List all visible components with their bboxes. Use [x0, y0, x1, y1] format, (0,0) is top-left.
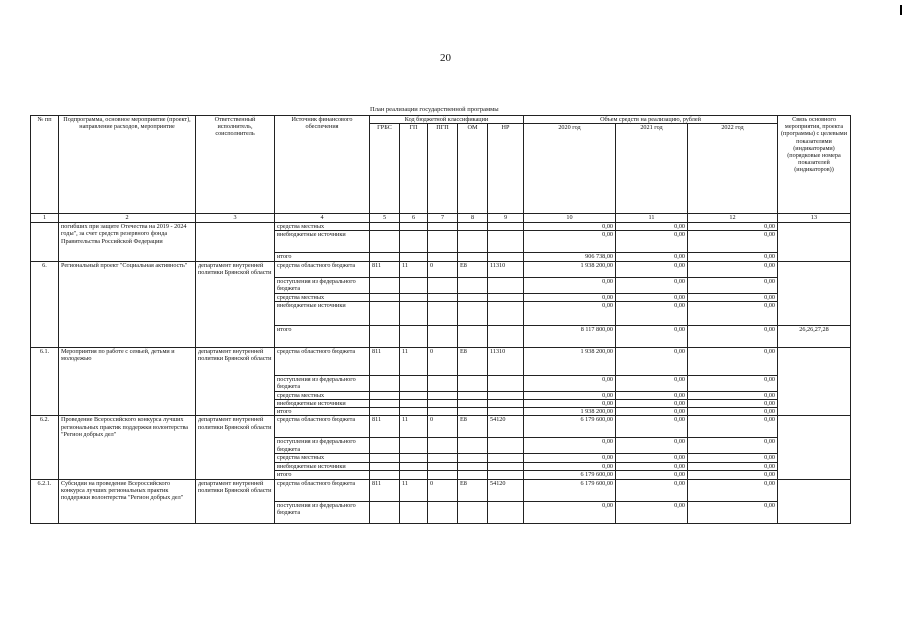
value-2020: 0,00 — [524, 462, 616, 470]
value-2022: 0,00 — [688, 501, 778, 523]
source-label: средства областного бюджета — [275, 347, 370, 375]
value-2022: 0,00 — [688, 277, 778, 293]
row-resp: департамент внутренней политики Брянской области — [196, 479, 275, 523]
row-no: 6. — [31, 261, 59, 347]
colnum: 6 — [400, 214, 428, 223]
colnum: 5 — [370, 214, 400, 223]
source-label: поступления из федерального бюджета — [275, 438, 370, 454]
value-2020: 0,00 — [524, 301, 616, 325]
code-nr: 54120 — [488, 479, 524, 501]
source-label: средства областного бюджета — [275, 479, 370, 501]
value-2021: 0,00 — [616, 501, 688, 523]
value-2021: 0,00 — [616, 325, 688, 347]
code-om: E8 — [458, 347, 488, 375]
source-label: средства местных — [275, 293, 370, 301]
value-2020: 0,00 — [524, 391, 616, 399]
code-gp: 11 — [400, 347, 428, 375]
cont-no — [31, 223, 59, 261]
source-label: внебюджетные источники — [275, 301, 370, 325]
row-resp: департамент внутренней политики Брянской области — [196, 416, 275, 479]
value-2020: 0,00 — [524, 375, 616, 391]
colnum: 9 — [488, 214, 524, 223]
colnum: 3 — [196, 214, 275, 223]
code-grbs: 811 — [370, 416, 400, 438]
indicator-link: 26,26,27,28 — [778, 325, 851, 347]
source-label: поступления из федерального бюджета — [275, 277, 370, 293]
value-2021: 0,00 — [616, 301, 688, 325]
source-label: внебюджетные источники — [275, 400, 370, 408]
value-2021: 0,00 — [616, 479, 688, 501]
value-2022: 0,00 — [688, 231, 778, 253]
code-om: E8 — [458, 479, 488, 501]
value-2020: 0,00 — [524, 223, 616, 231]
value-2022: 0,00 — [688, 253, 778, 261]
column-number-row — [31, 214, 851, 223]
value-2020: 0,00 — [524, 400, 616, 408]
value-2022: 0,00 — [688, 325, 778, 347]
header-responsible: Ответственный исполнитель, соисполнитель — [196, 116, 275, 214]
value-2021: 0,00 — [616, 347, 688, 375]
row-desc: Проведение Всероссийского конкурса лучших региональных практик поддержки волонтерства "Регион добрых дел" — [59, 416, 196, 479]
colnum: 12 — [688, 214, 778, 223]
colnum: 10 — [524, 214, 616, 223]
table-row — [31, 479, 851, 501]
header-no: № пп — [31, 116, 59, 214]
code-pgp: 0 — [428, 347, 458, 375]
colnum: 11 — [616, 214, 688, 223]
code-nr: 11310 — [488, 347, 524, 375]
value-2021: 0,00 — [616, 454, 688, 462]
source-label: средства областного бюджета — [275, 416, 370, 438]
value-2022: 0,00 — [688, 408, 778, 416]
header-row-1 — [31, 116, 851, 124]
value-2022: 0,00 — [688, 454, 778, 462]
value-2020: 8 117 800,00 — [524, 325, 616, 347]
value-2022: 0,00 — [688, 223, 778, 231]
header-source: Источник финансового обеспечения — [275, 116, 370, 214]
colnum: 13 — [778, 214, 851, 223]
value-2021: 0,00 — [616, 408, 688, 416]
value-2020: 0,00 — [524, 454, 616, 462]
value-2021: 0,00 — [616, 391, 688, 399]
value-2020: 1 938 200,00 — [524, 347, 616, 375]
row-no: 6.2. — [31, 416, 59, 479]
source-label: поступления из федерального бюджета — [275, 501, 370, 523]
code-gp: 11 — [400, 261, 428, 277]
table-row — [31, 223, 851, 231]
code-grbs: 811 — [370, 479, 400, 501]
colnum: 2 — [59, 214, 196, 223]
value-2021: 0,00 — [616, 261, 688, 277]
source-label: поступления из федерального бюджета — [275, 375, 370, 391]
source-label: итого — [275, 325, 370, 347]
colnum: 8 — [458, 214, 488, 223]
value-2020: 0,00 — [524, 277, 616, 293]
value-2021: 0,00 — [616, 231, 688, 253]
edge-mark — [900, 5, 902, 15]
value-2022: 0,00 — [688, 293, 778, 301]
source-label: средства местных — [275, 454, 370, 462]
code-om: E8 — [458, 261, 488, 277]
source-label: итого — [275, 253, 370, 261]
source-label: итого — [275, 470, 370, 479]
value-2021: 0,00 — [616, 462, 688, 470]
value-2022: 0,00 — [688, 438, 778, 454]
value-2022: 0,00 — [688, 416, 778, 438]
header-budget-code: Код бюджетной классификации — [370, 116, 524, 124]
header-pgp: ПГП — [428, 124, 458, 214]
table-row — [31, 261, 851, 277]
value-2021: 0,00 — [616, 293, 688, 301]
value-2022: 0,00 — [688, 391, 778, 399]
row-resp: департамент внутренней политики Брянской области — [196, 347, 275, 416]
code-pgp: 0 — [428, 416, 458, 438]
table-row — [31, 347, 851, 375]
table-title: План реализации государственной программы — [370, 106, 499, 113]
value-2021: 0,00 — [616, 470, 688, 479]
source-label: внебюджетные источники — [275, 231, 370, 253]
value-2021: 0,00 — [616, 416, 688, 438]
row-desc: Мероприятия по работе с семьей, детьми и молодежью — [59, 347, 196, 416]
value-2022: 0,00 — [688, 470, 778, 479]
row-no: 6.2.1. — [31, 479, 59, 523]
code-gp: 11 — [400, 479, 428, 501]
code-om: E8 — [458, 416, 488, 438]
source-label: внебюджетные источники — [275, 462, 370, 470]
cont-resp — [196, 223, 275, 261]
code-pgp: 0 — [428, 479, 458, 501]
colnum: 1 — [31, 214, 59, 223]
code-grbs: 811 — [370, 347, 400, 375]
row-desc: Субсидии на проведение Всероссийского конкурса лучших региональных практик поддержки волонтерства "Регион добрых дел" — [59, 479, 196, 523]
value-2020: 0,00 — [524, 293, 616, 301]
colnum: 7 — [428, 214, 458, 223]
value-2021: 0,00 — [616, 438, 688, 454]
value-2022: 0,00 — [688, 261, 778, 277]
header-om: ОМ — [458, 124, 488, 214]
value-2022: 0,00 — [688, 462, 778, 470]
header-2021: 2021 год — [616, 124, 688, 214]
row-resp: департамент внутренней политики Брянской области — [196, 261, 275, 347]
value-2020: 1 938 200,00 — [524, 261, 616, 277]
value-2021: 0,00 — [616, 400, 688, 408]
colnum: 4 — [275, 214, 370, 223]
header-2020: 2020 год — [524, 124, 616, 214]
code-nr: 54120 — [488, 416, 524, 438]
value-2020: 0,00 — [524, 231, 616, 253]
value-2022: 0,00 — [688, 375, 778, 391]
value-2021: 0,00 — [616, 277, 688, 293]
value-2022: 0,00 — [688, 347, 778, 375]
code-pgp: 0 — [428, 261, 458, 277]
source-label: средства областного бюджета — [275, 261, 370, 277]
value-2020: 6 179 600,00 — [524, 470, 616, 479]
page-number: 20 — [440, 52, 451, 64]
header-link: Связь основного мероприятия, проекта (программы) с целевыми показателями (индикаторами) (порядковые номера показателей (индикаторов)) — [778, 116, 851, 214]
value-2020: 6 179 600,00 — [524, 479, 616, 501]
source-label: средства местных — [275, 391, 370, 399]
header-gp: ГП — [400, 124, 428, 214]
cont-desc: погибших при защите Отечества на 2019 - 2024 годы", за счет средств резервного фонда Правительства Российской Федерации — [59, 223, 196, 261]
code-grbs: 811 — [370, 261, 400, 277]
value-2020: 0,00 — [524, 501, 616, 523]
row-no: 6.1. — [31, 347, 59, 416]
value-2021: 0,00 — [616, 223, 688, 231]
table-row — [31, 416, 851, 438]
row-desc: Региональный проект "Социальная активность" — [59, 261, 196, 347]
header-nr: НР — [488, 124, 524, 214]
code-gp: 11 — [400, 416, 428, 438]
source-label: итого — [275, 408, 370, 416]
value-2022: 0,00 — [688, 479, 778, 501]
value-2021: 0,00 — [616, 375, 688, 391]
value-2021: 0,00 — [616, 253, 688, 261]
value-2022: 0,00 — [688, 400, 778, 408]
code-nr: 11310 — [488, 261, 524, 277]
header-2022: 2022 год — [688, 124, 778, 214]
value-2020: 0,00 — [524, 438, 616, 454]
source-label: средства местных — [275, 223, 370, 231]
header-grbs: ГРБС — [370, 124, 400, 214]
program-plan-table — [30, 115, 851, 524]
value-2020: 1 938 200,00 — [524, 408, 616, 416]
header-volume: Объем средств на реализацию, рублей — [524, 116, 778, 124]
value-2020: 906 738,00 — [524, 253, 616, 261]
header-program: Подпрограмма, основное мероприятие (проект), направление расходов, мероприятие — [59, 116, 196, 214]
value-2022: 0,00 — [688, 301, 778, 325]
value-2020: 6 179 600,00 — [524, 416, 616, 438]
